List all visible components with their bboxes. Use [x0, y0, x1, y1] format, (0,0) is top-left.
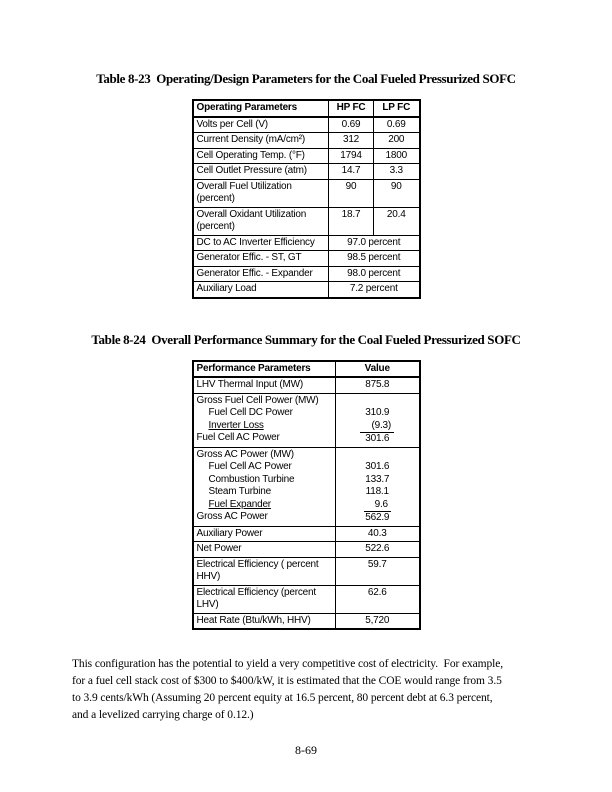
- table-row: [193, 179, 420, 207]
- row-label: Inverter Loss: [208, 419, 264, 431]
- lp-fc-value: 200: [374, 133, 420, 149]
- param-label: Overall Oxidant Utilization (percent): [193, 207, 329, 235]
- lp-fc-value: 0.69: [374, 117, 420, 133]
- column-header-value: Value: [336, 361, 420, 378]
- table-row-group-fuel-cell-power: [193, 393, 420, 447]
- table-row: [193, 207, 420, 235]
- row-value: 875.8: [336, 377, 420, 393]
- row-value: 562.9: [365, 512, 390, 523]
- param-label: Overall Fuel Utilization (percent): [193, 179, 329, 207]
- table-row: [193, 266, 420, 282]
- row-label: Gross AC Power (MW): [196, 448, 294, 460]
- column-header-performance-parameters: Performance Parameters: [193, 361, 336, 378]
- spanned-value: 98.5 percent: [329, 251, 420, 267]
- paragraph-line: This configuration has the potential to yield a very competitive cost of electricity. For example,: [72, 658, 504, 670]
- hp-fc-value: 14.7: [329, 164, 374, 180]
- table-header-row: [193, 361, 420, 378]
- param-label: Cell Operating Temp. (°F): [193, 148, 329, 164]
- spanned-value: 98.0 percent: [329, 266, 420, 282]
- row-label: Heat Rate (Btu/kWh, HHV): [193, 613, 336, 629]
- param-label: Volts per Cell (V): [193, 117, 329, 133]
- hp-fc-value: 0.69: [329, 117, 374, 133]
- param-label: Current Density (mA/cm²): [193, 133, 329, 149]
- row-label: Fuel Cell AC Power: [196, 432, 280, 443]
- row-label: Combustion Turbine: [208, 473, 295, 485]
- table-row: [193, 164, 420, 180]
- row-value: 9.6: [364, 499, 391, 513]
- table-row: [193, 542, 420, 558]
- row-label: LHV Thermal Input (MW): [193, 377, 336, 393]
- row-label: Fuel Cell AC Power: [208, 461, 292, 472]
- table-row: [193, 235, 420, 251]
- table-row: [193, 251, 420, 267]
- row-value: 133.7: [365, 473, 390, 485]
- row-label: Net Power: [193, 542, 336, 558]
- row-value: 40.3: [336, 526, 420, 542]
- spanned-value: 7.2 percent: [329, 282, 420, 298]
- table-row: [193, 613, 420, 629]
- column-header-operating-parameters: Operating Parameters: [193, 100, 329, 117]
- hp-fc-value: 18.7: [329, 207, 374, 235]
- table-header-row: [193, 100, 420, 117]
- hp-fc-value: 312: [329, 133, 374, 149]
- table-row: [193, 133, 420, 149]
- table-row-group-gross-ac-power: [193, 447, 420, 526]
- lp-fc-value: 90: [374, 179, 420, 207]
- page-number: 8-69: [295, 743, 317, 757]
- row-value: 5,720: [336, 613, 420, 629]
- row-label: Gross Fuel Cell Power (MW): [196, 394, 319, 406]
- row-label: Steam Turbine: [208, 486, 271, 497]
- table-row: [193, 148, 420, 164]
- param-label: Generator Effic. - Expander: [193, 266, 329, 282]
- row-label: Auxiliary Power: [193, 526, 336, 542]
- row-value: 522.6: [336, 542, 420, 558]
- row-value: 301.6: [365, 461, 390, 472]
- lp-fc-value: 3.3: [374, 164, 420, 180]
- column-header-lp-fc: LP FC: [374, 100, 420, 117]
- paragraph-line: to 3.9 cents/kWh (Assuming 20 percent equity at 16.5 percent, 80 percent debt at 6.3 percent,: [72, 692, 493, 704]
- table-row: [193, 526, 420, 542]
- row-value: [339, 395, 416, 408]
- table-row: [193, 557, 420, 585]
- table-8-24-title: Table 8-24 Overall Performance Summary for the Coal Fueled Pressurized SOFC: [91, 331, 521, 347]
- row-value: 59.7: [336, 557, 420, 585]
- row-value: 118.1: [365, 486, 389, 497]
- column-header-hp-fc: HP FC: [329, 100, 374, 117]
- paragraph-line: and a levelized carrying charge of 0.12.): [72, 709, 254, 721]
- table-row: [193, 585, 420, 613]
- table-8-23: [192, 99, 421, 299]
- paragraph-line: for a fuel cell stack cost of $300 to $400/kW, it is estimated that the COE would range from 3.5: [72, 675, 502, 687]
- param-label: Generator Effic. - ST, GT: [193, 251, 329, 267]
- row-label: Electrical Efficiency ( percent HHV): [193, 557, 336, 585]
- hp-fc-value: 90: [329, 179, 374, 207]
- body-paragraph: [72, 656, 556, 724]
- table-8-24: [192, 360, 421, 631]
- param-label: Auxiliary Load: [193, 282, 329, 298]
- table-8-23-title: Table 8-23 Operating/Design Parameters for the Coal Fueled Pressurized SOFC: [96, 71, 516, 86]
- row-value: (9.3): [360, 420, 394, 434]
- table-row: [193, 117, 420, 133]
- param-label: DC to AC Inverter Efficiency: [193, 235, 329, 251]
- param-label: Cell Outlet Pressure (atm): [193, 164, 329, 180]
- lp-fc-value: 20.4: [374, 207, 420, 235]
- row-label: Fuel Cell DC Power: [208, 407, 293, 418]
- row-value: 62.6: [336, 585, 420, 613]
- row-value: 301.6: [365, 433, 390, 444]
- table-row: [193, 282, 420, 298]
- row-value: 310.9: [365, 407, 390, 418]
- spanned-value: 97.0 percent: [329, 235, 420, 251]
- row-label: Gross AC Power: [196, 511, 268, 522]
- hp-fc-value: 1794: [329, 148, 374, 164]
- row-value: [339, 449, 416, 462]
- table-row: [193, 377, 420, 393]
- row-label: Electrical Efficiency (percent LHV): [193, 585, 336, 613]
- row-label: Fuel Expander: [208, 498, 271, 510]
- lp-fc-value: 1800: [374, 148, 420, 164]
